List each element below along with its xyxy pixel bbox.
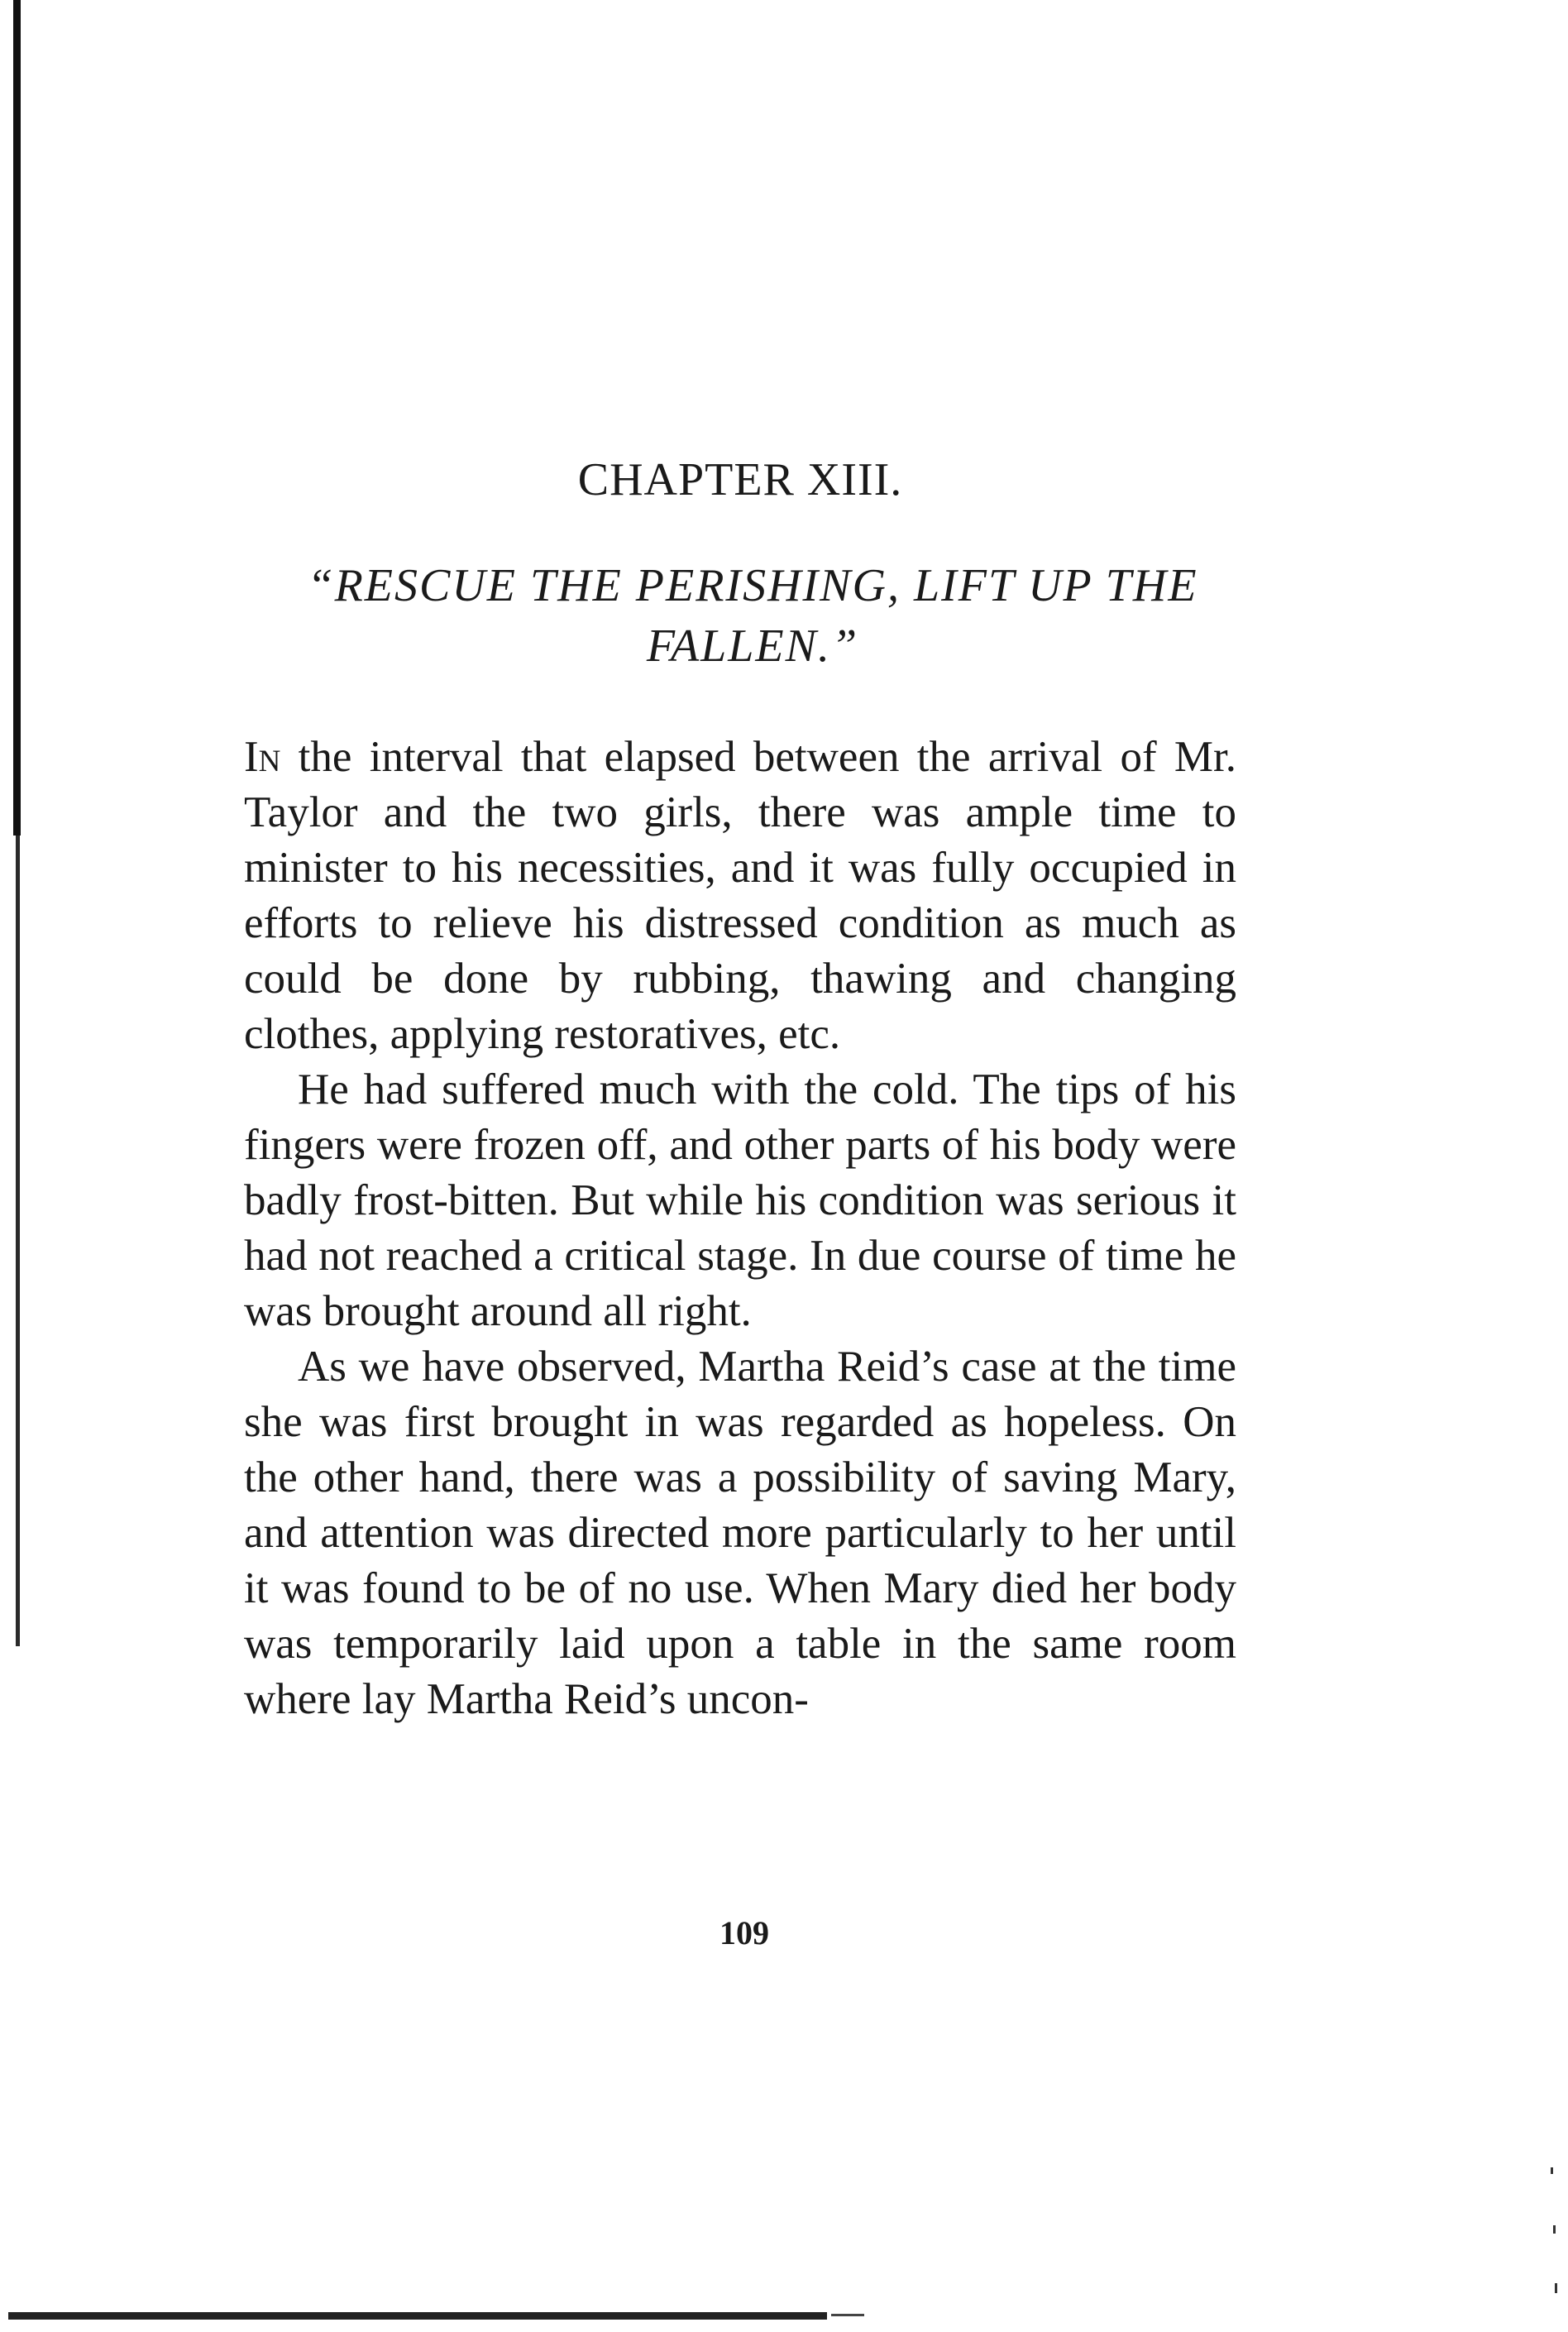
binding-edge-lower [16, 836, 20, 1646]
paragraph-2: He had suffered much with the cold. The tips of his fingers were frozen off, and other parts of his body were badly frost-bitten. But while his condition was serious it had not reached a critical stage. In due course of time he was brought around all right. [244, 1065, 1236, 1335]
binding-edge [13, 0, 21, 836]
paragraph-1-text: the interval that elapsed between the arrival of Mr. Taylor and the two girls, there was ample time to minister to his necessities, and it was fully occupied in efforts to relieve his distressed condition as much as could be done by rubbing, thawing and changing clothes, applying restoratives, etc. [244, 733, 1236, 1058]
bottom-scan-edge [8, 2312, 827, 2320]
bottom-scan-edge-tail [831, 2314, 864, 2316]
scan-speck [1553, 2225, 1556, 2234]
paragraph-1-lead: In [244, 733, 281, 781]
scan-speck [1555, 2283, 1557, 2293]
chapter-title: “RESCUE THE PERISHING, LIFT UP THE FALLEN.” [307, 560, 1198, 672]
paragraph-1 [244, 730, 1236, 1062]
scan-speck [1551, 2167, 1553, 2174]
page-number: 109 [719, 1914, 769, 1951]
paragraph-3: As we have observed, Martha Reid’s case at the time she was first brought in was regarded as hopeless. On the other hand, there was a possibility of saving Mary, and attention was directed more particularly to her until it was found to be of no use. When Mary died her body was temporarily laid upon a table in the same room where lay Martha Reid’s uncon- [244, 1343, 1236, 1723]
chapter-heading: CHAPTER XIII. [577, 454, 903, 505]
body-text [244, 730, 1236, 1727]
